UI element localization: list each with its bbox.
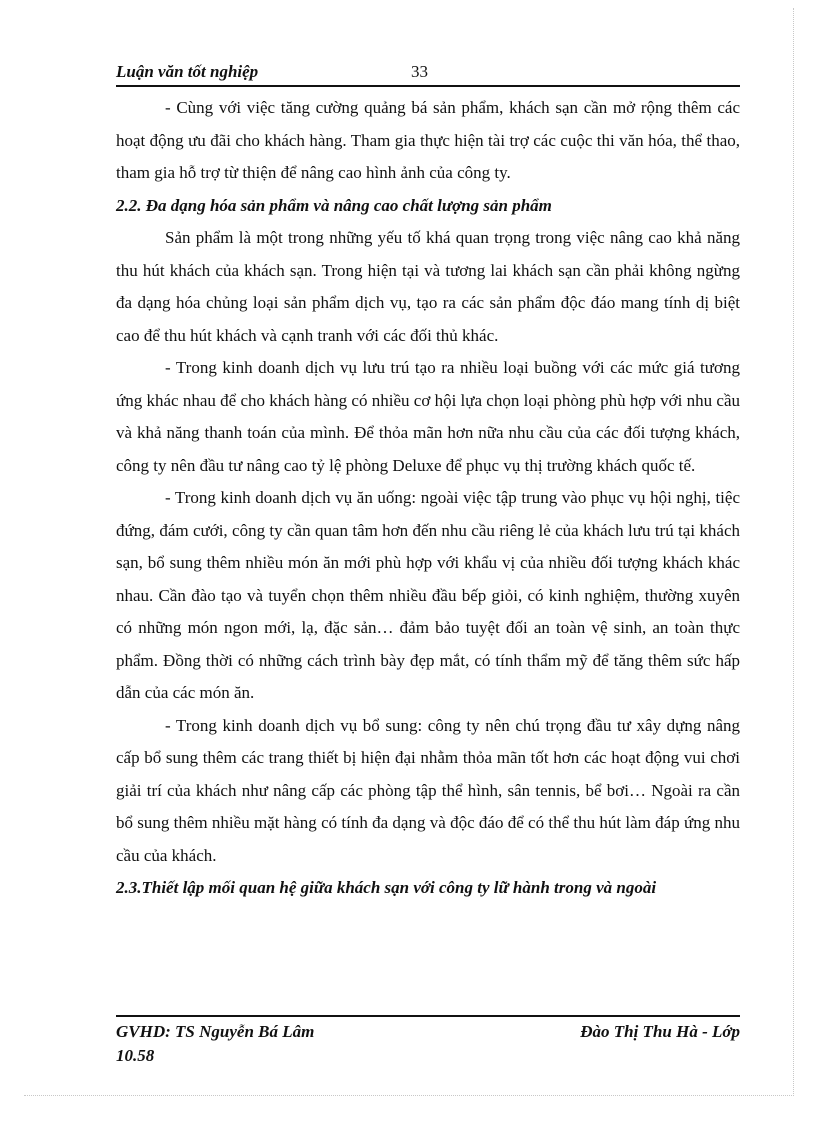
paragraph-supplementary-service: - Trong kinh doanh dịch vụ bổ sung: công ty nên chú trọng đầu tư xây dựng nâng cấp bổ sung thêm các trang thiết bị hiện đại nhằm thỏa mãn tốt hơn các hoạt động vui chơi giải trí của khách như nâng cấp các phòng tập thể hình, sân tennis, bể bơi… Ngoài ra cần bổ sung thêm nhiều mặt hàng có tính đa dạng và độc đáo để có thể thu hút làm đáp ứng nhu cầu của khách. bbox=[116, 715, 740, 865]
page-edge-right bbox=[793, 8, 794, 1096]
page-edge-bottom bbox=[24, 1095, 794, 1096]
footer-supervisor: GVHD: TS Nguyễn Bá Lâm bbox=[116, 1022, 315, 1041]
page-header bbox=[116, 60, 740, 84]
paragraph-accommodation: - Trong kinh doanh dịch vụ lưu trú tạo ra nhiều loại buồng với các mức giá tương ứng khác nhau để cho khách hàng có nhiều cơ hội lựa chọn loại phòng phù hợp với nhu cầu và khả năng thanh toán của mình. Để thỏa mãn hơn nữa nhu cầu của các đối tượng khách, công ty nên đầu tư nâng cao tỷ lệ phòng Deluxe để phục vụ thị trường khách quốc tế. bbox=[116, 358, 740, 475]
paragraph-food-service: - Trong kinh doanh dịch vụ ăn uống: ngoài việc tập trung vào phục vụ hội nghị, tiệc đứng, đám cưới, công ty cần quan tâm hơn đến nhu cầu riêng lẻ của khách lưu trú tại khách sạn, bổ sung thêm nhiều món ăn mới phù hợp với khẩu vị của nhiều đối tượng khách khác nhau. Cần đào tạo và tuyển chọn thêm nhiều đầu bếp giỏi, có kinh nghiệm, thường xuyên có những món ngon mới, lạ, đặc sản… đảm bảo tuyệt đối an toàn vệ sinh, an toàn thực phẩm. Đồng thời có những cách trình bày đẹp mắt, có tính thẩm mỹ để tăng thêm sức hấp dẫn của các món ăn. bbox=[116, 488, 740, 702]
footer-class: 10.58 bbox=[116, 1046, 155, 1065]
page-body bbox=[116, 92, 740, 905]
footer-rule bbox=[116, 1015, 740, 1017]
paragraph-promotion: - Cùng với việc tăng cường quảng bá sản phẩm, khách sạn cần mở rộng thêm các hoạt động ưu đãi cho khách hàng. Tham gia thực hiện tài trợ các cuộc thi văn hóa, thể thao, tham gia hỗ trợ từ thiện để nâng cao hình ảnh của công ty. bbox=[116, 98, 740, 182]
section-heading-2-2: 2.2. Đa dạng hóa sản phẩm và nâng cao chất lượng sản phẩm bbox=[116, 195, 552, 215]
section-heading-2-3: 2.3.Thiết lập mối quan hệ giữa khách sạn với công ty lữ hành trong và ngoài bbox=[116, 878, 657, 897]
page-number: 33 bbox=[411, 62, 428, 81]
footer-student: Đào Thị Thu Hà - Lớp bbox=[580, 1022, 740, 1041]
paragraph-product: Sản phẩm là một trong những yếu tố khá quan trọng trong việc nâng cao khả năng thu hút khách của khách sạn. Trong hiện tại và tương lai khách sạn cần phải không ngừng đa dạng hóa chủng loại sản phẩm dịch vụ, tạo ra các sản phẩm độc đáo mang tính dị biệt cao để thu hút khách và cạnh tranh với các đối thủ khác. bbox=[116, 228, 740, 345]
header-rule bbox=[116, 85, 740, 87]
header-title: Luận văn tốt nghiệp bbox=[116, 62, 259, 81]
